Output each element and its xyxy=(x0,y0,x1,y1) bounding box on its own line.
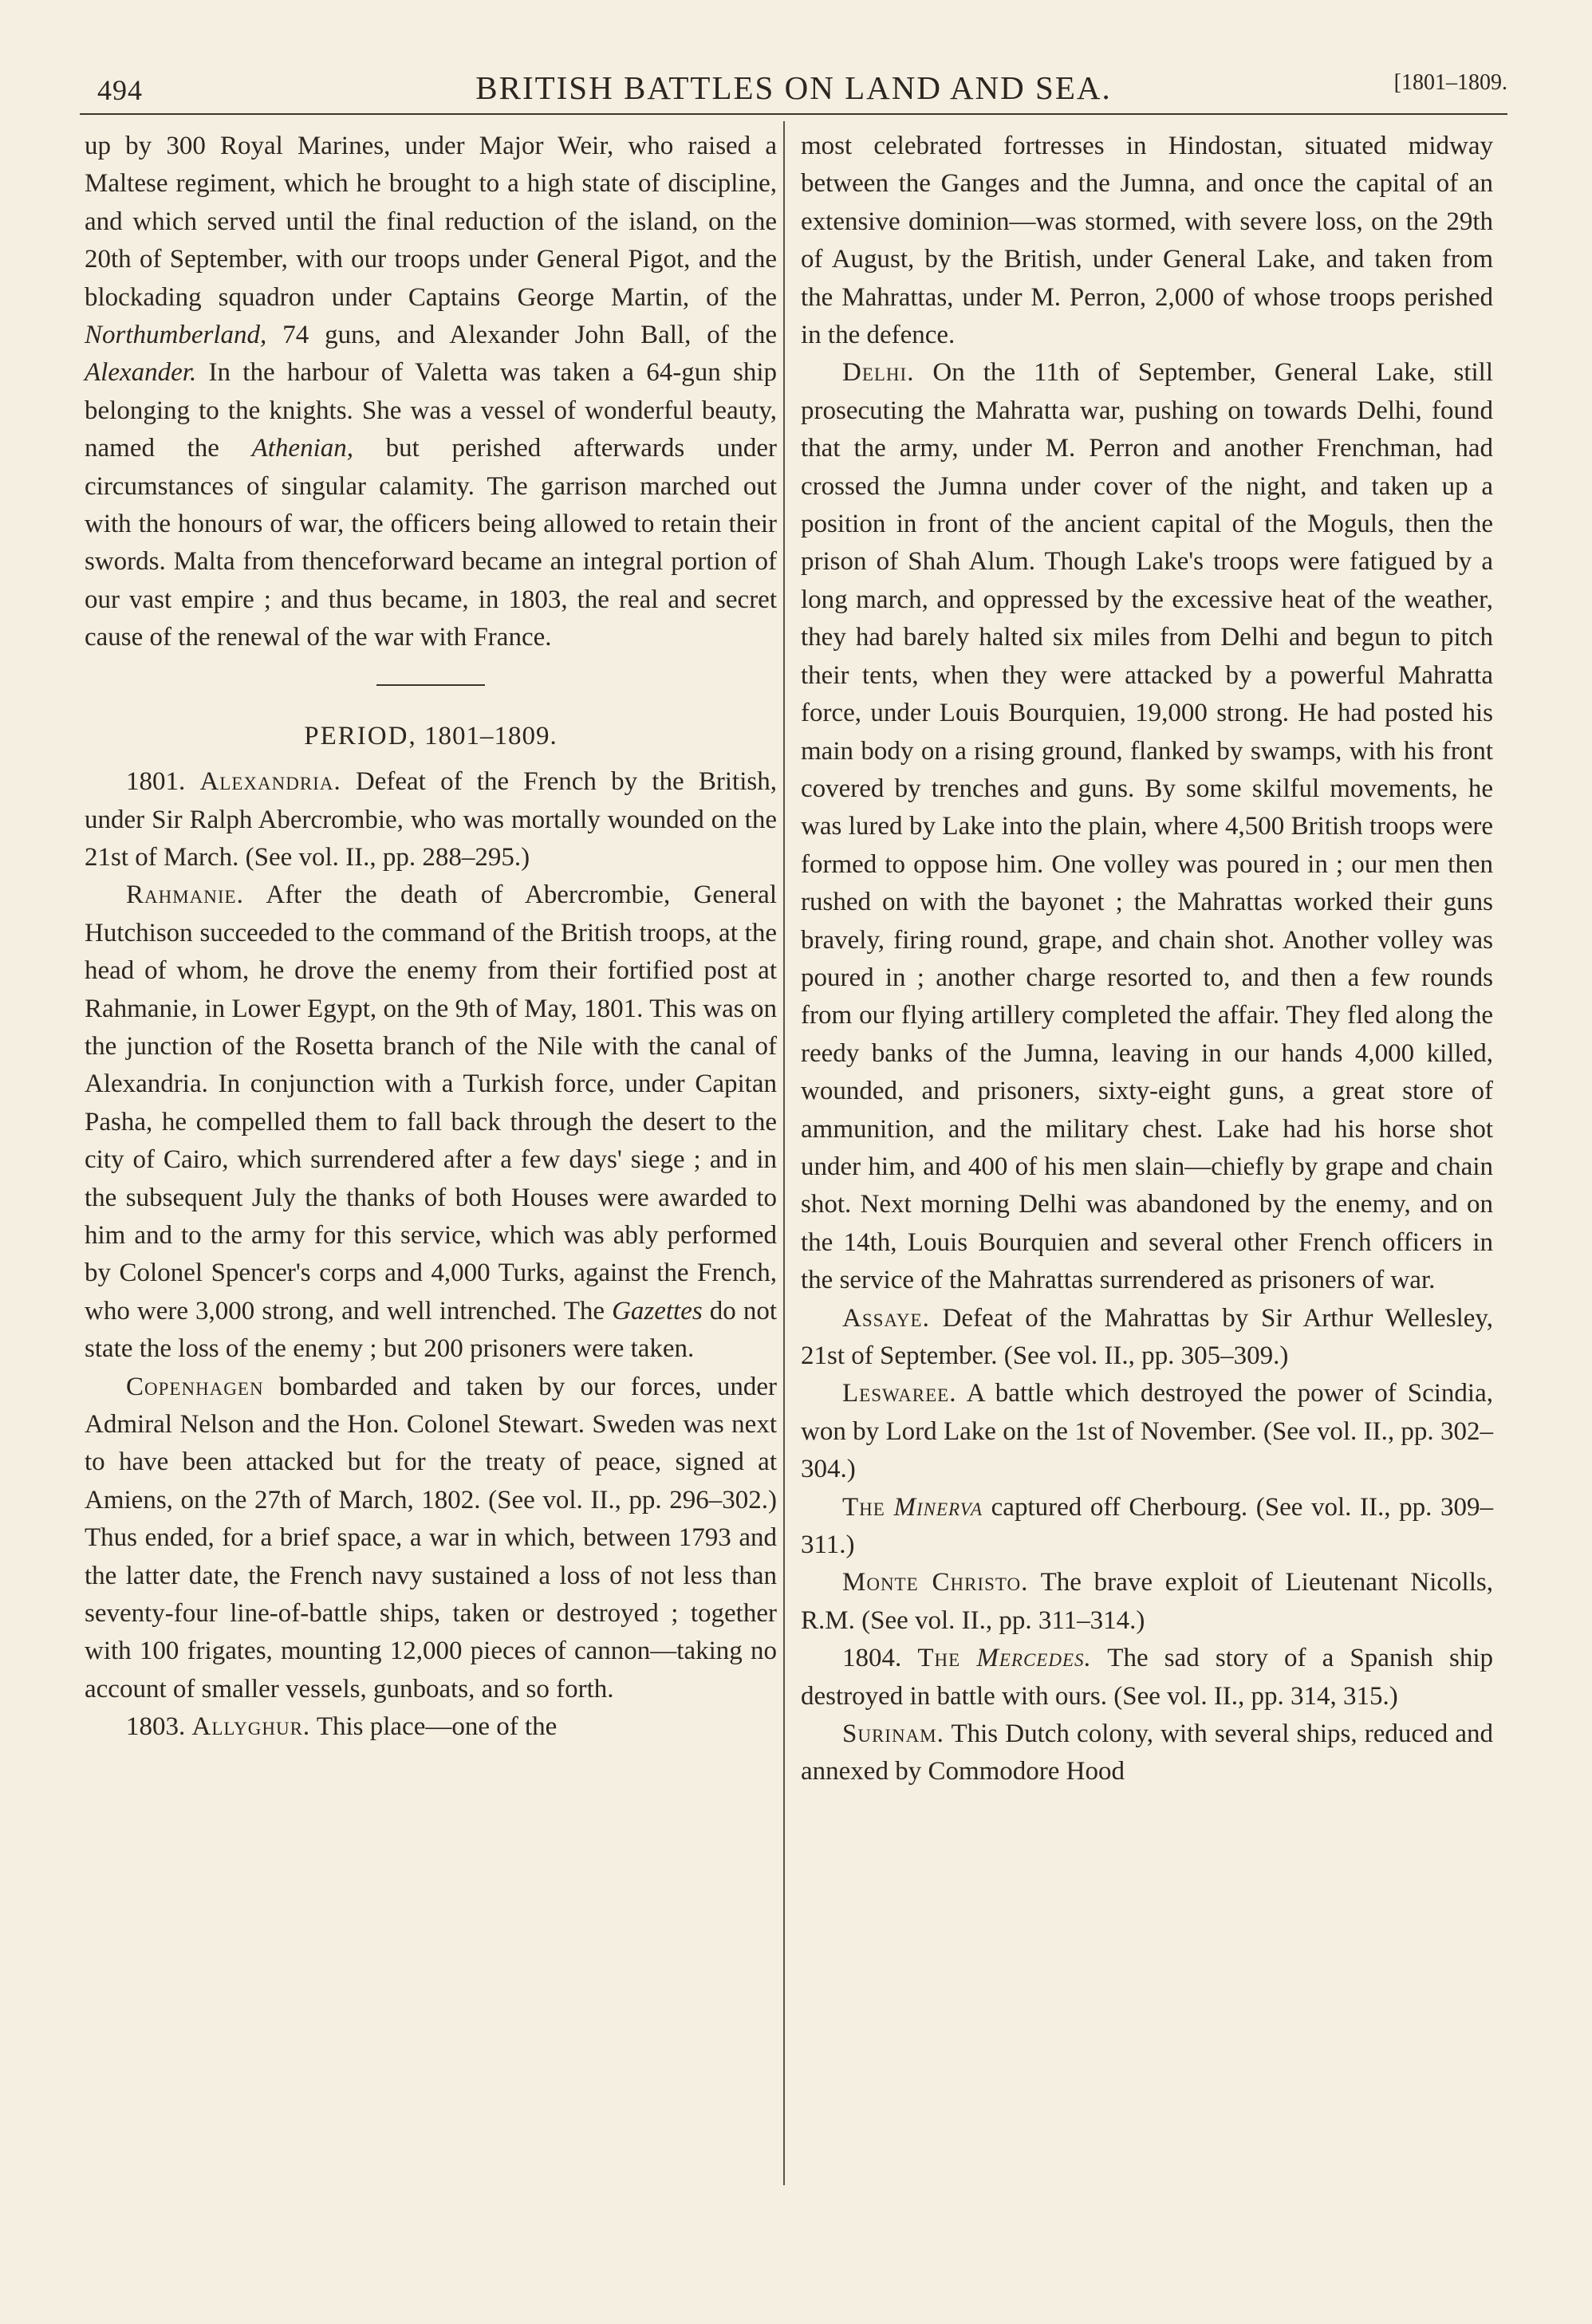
column-divider xyxy=(783,121,785,2185)
entry-heading: Copenhagen xyxy=(126,1372,264,1401)
entry-text: Defeat of the French by the British, under Sir Ralph Abercrombie, who was mortally wounded on the 21st of March. (See vol. II., pp. 288–295.) xyxy=(85,767,777,872)
entry-text: Defeat of the Mahrattas by Sir Arthur Wellesley, 21st of September. (See vol. II., pp. 305–309.) xyxy=(801,1303,1493,1370)
header-rule xyxy=(80,113,1507,115)
ship-name: Athenian, xyxy=(251,434,354,463)
entry-heading: Allyghur. xyxy=(191,1712,311,1742)
entry-heading: Assaye. xyxy=(842,1303,930,1333)
entry-heading: Monte Christo. xyxy=(842,1568,1029,1597)
publication-title: Gazettes xyxy=(612,1296,703,1325)
section-divider xyxy=(376,684,485,686)
period-heading xyxy=(85,718,777,755)
entry-delhi xyxy=(801,354,1493,1299)
period-label: PERIOD, xyxy=(304,721,417,750)
ship-name: Minerva xyxy=(893,1492,983,1522)
entry-monte-christo xyxy=(801,1564,1493,1640)
entry-text: This place—one of the xyxy=(310,1712,558,1742)
running-title: BRITISH BATTLES ON LAND AND SEA. xyxy=(475,69,1112,106)
entry-surinam xyxy=(801,1715,1493,1791)
entry-text: The brave exploit of Lieutenant Nicolls, R.M. (See vol. II., pp. 311–314.) xyxy=(801,1568,1493,1635)
entry-heading: Leswaree. xyxy=(842,1379,957,1408)
ship-name: Mercedes. xyxy=(976,1644,1092,1673)
page-header xyxy=(80,62,1507,108)
entry-alexandria xyxy=(85,763,777,876)
entry-text: This Dutch colony, with several ships, reduced and annexed by Commodore Hood xyxy=(801,1719,1493,1786)
entry-heading: Delhi. xyxy=(842,358,915,388)
entry-year: 1804. xyxy=(842,1644,902,1673)
entry-text: On the 11th of September, General Lake, still prosecuting the Mahratta war, pushing on towards Delhi, found that the army, under M. Perron and another Frenchman, had crossed the Jumna under cover of the night, and taken up a position in front of the ancient capital of the Moguls, then the prison of Shah Alum. Though Lake's troops were fatigued by a long march, and oppressed by the excessive heat of the weather, they had barely halted six miles from Delhi and begun to pitch their tents, when they were attacked by a powerful Mahratta force, under Louis Bourquien, 19,000 strong. He had posted his main body on a rising ground, flanked by swamps, with his front covered by trenches and guns. By some skilful movements, he was lured by Lake into the plain, where 4,500 British troops were formed to oppose him. One volley was poured in ; our men then rushed on with the bayonet ; the Mahrattas worked their guns bravely, firing round, grape, and chain shot. Another volley was poured in ; another charge resorted to, and then a few rounds from our flying artillery completed the affair. They fled along the reedy banks of the Jumna, leaving in our hands 4,000 killed, wounded, and prisoners, sixty-eight guns, a great store of ammunition, and the military chest. Lake had his horse shot under him, and 400 of his men slain—chiefly by grape and chain shot. Next morning Delhi was abandoned by the enemy, and on the 14th, Louis Bourquien and several other French officers in the service of the Mahrattas surrendered as prisoners of war. xyxy=(801,358,1493,1295)
entry-allyghur xyxy=(85,1708,777,1746)
entry-text: do not state the loss of the enemy ; but 200 prisoners were taken. xyxy=(85,1296,777,1364)
entry-article: The xyxy=(917,1644,961,1673)
malta-paragraph xyxy=(85,128,777,657)
entry-assaye xyxy=(801,1300,1493,1376)
left-column xyxy=(85,128,777,1747)
entry-text: captured off Cherbourg. (See vol. II., pp. 309–311.) xyxy=(801,1492,1494,1560)
entry-heading: Rahmanie. xyxy=(126,880,244,910)
period-years: 1801–1809. xyxy=(424,721,558,750)
entry-text: The sad story of a Spanish ship destroyed in battle with ours. (See vol. II., pp. 314, 315.) xyxy=(801,1644,1494,1711)
entry-rahmanie xyxy=(85,876,777,1368)
entry-text: After the death of Abercrombie, General Hutchison succeeded to the command of the British troops, at the head of whom, he drove the enemy from their fortified post at Rahmanie, in Lower Egypt, on the 9th of May, 1801. This was on the junction of the Rosetta branch of the Nile with the canal of Alexandria. In conjunction with a Turkish force, under Capitan Pasha, he compelled them to fall back through the desert to the city of Cairo, which surrendered after a few days' siege ; and in the subsequent July the thanks of both Houses were awarded to him and to the army for this service, which was ably performed by Colonel Spencer's corps and 4,000 Turks, against the French, who were 3,000 strong, and well intrenched. The xyxy=(85,880,777,1325)
page-number: 494 xyxy=(97,74,143,106)
entry-article: The xyxy=(842,1492,885,1522)
entry-leswaree xyxy=(801,1375,1493,1488)
text-run: but perished afterwards under circumstances of singular calamity. The garrison marched out with the honours of war, the officers being allowed to retain their swords. Malta from thenceforward became an integral portion of our vast empire ; and thus became, in 1803, the real and secret cause of the renewal of the war with France. xyxy=(85,434,778,652)
text-run: 74 guns, and Alexander John Ball, of the xyxy=(266,321,777,350)
right-column xyxy=(801,128,1493,1791)
entry-text: bombarded and taken by our forces, under Admiral Nelson and the Hon. Colonel Stewart. Sweden was next to have been attacked but for the treaty of peace, signed at Amiens, on the 27th of March, 1802. (See vol. II., pp. 296–302.) Thus ended, for a brief space, a war in which, between 1793 and the latter date, the French navy sustained a loss of not less than seventy-four line-of-battle ships, taken or destroyed ; together with 100 frigates, mounting 12,000 pieces of cannon—taking no account of smaller vessels, gunboats, and so forth. xyxy=(85,1372,777,1704)
text-run: up by 300 Royal Marines, under Major Weir, who raised a Maltese regiment, which he brought to a high state of discipline, and which served until the final reduction of the island, on the 20th of September, with our troops under General Pigot, and the blockading squadron under Captains George Martin, of the xyxy=(85,132,777,312)
allyghur-continuation: most celebrated fortresses in Hindostan, situated midway between the Ganges and the Jumna, and once the capital of an extensive dominion—was stormed, with severe loss, on the 29th of August, by the British, under General Lake, and taken from the Mahrattas, under M. Perron, 2,000 of whose troops perished in the defence. xyxy=(801,132,1493,350)
entry-text: A battle which destroyed the power of Scindia, won by Lord Lake on the 1st of November. (See vol. II., pp. 302–304.) xyxy=(801,1379,1493,1484)
entry-heading: Alexandria. xyxy=(199,767,341,797)
entry-minerva xyxy=(801,1489,1493,1565)
text-run: In the harbour of Valetta was taken a 64-gun ship belonging to the knights. She was a vessel of wonderful beauty, named the xyxy=(85,358,777,463)
entry-year: 1803. xyxy=(126,1712,186,1742)
entry-mercedes xyxy=(801,1640,1493,1715)
ship-name: Alexander. xyxy=(85,358,197,388)
ship-name: Northumberland, xyxy=(85,321,267,350)
entry-year: 1801. xyxy=(126,767,186,797)
entry-copenhagen xyxy=(85,1369,777,1709)
entry-heading: Surinam. xyxy=(842,1719,944,1749)
year-range: [1801–1809. xyxy=(1393,70,1507,95)
